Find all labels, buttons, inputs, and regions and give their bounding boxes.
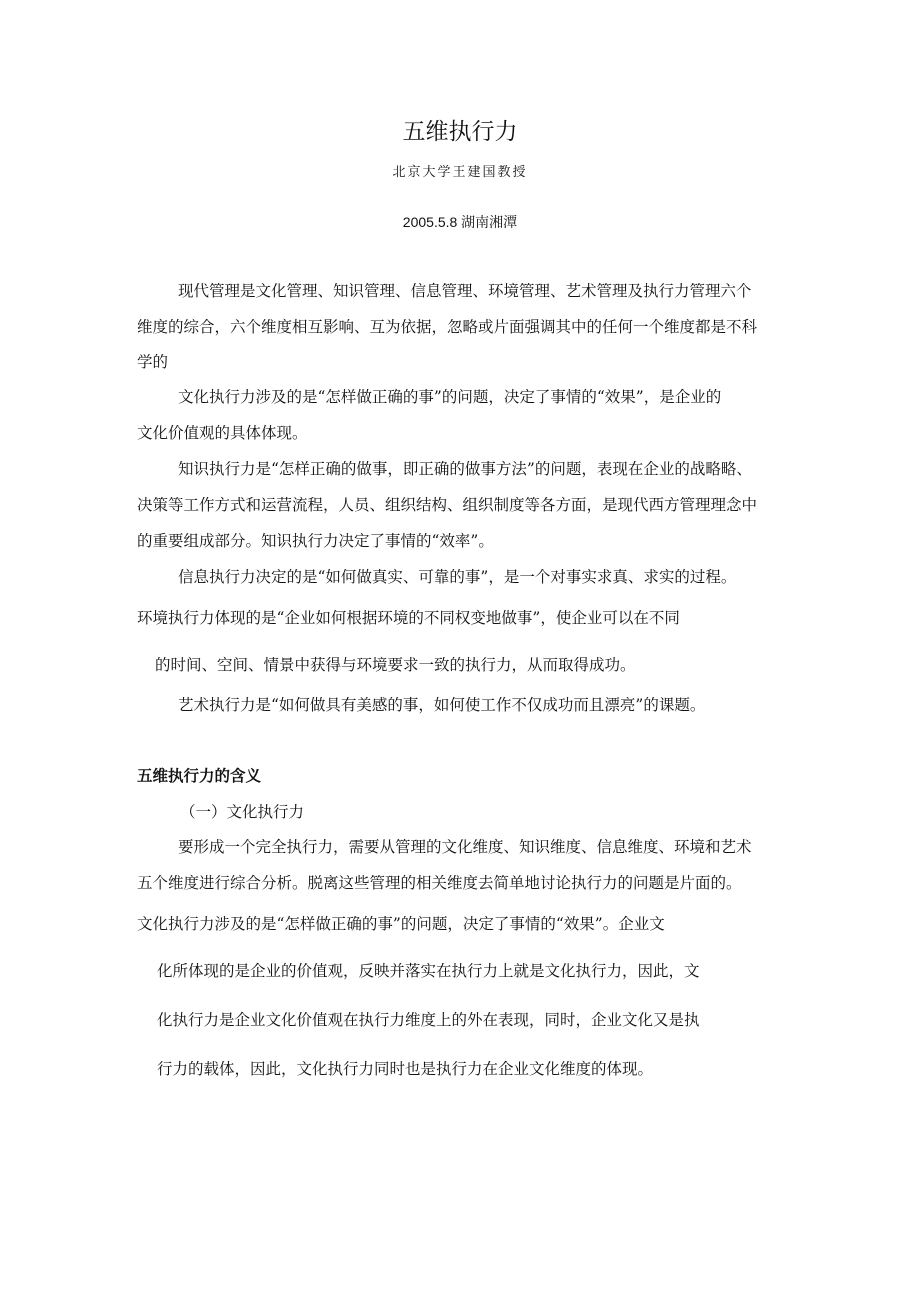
section-p2-line-4: 行力的载体，因此，文化执行力同时也是执行力在企业文化维度的体现。 [157,1060,654,1078]
section-subheading: （一）文化执行力 [180,803,305,821]
section-p2-line-1: 文化执行力涉及的是“怎样做正确的事”的问题，决定了事情的“效果”。企业文 [137,915,665,933]
section-heading: 五维执行力的含义 [137,767,262,785]
intro-p1-line-2: 维度的综合，六个维度相互影响、互为依据，忽略或片面强调其中的任何一个维度都是不科 [137,318,758,336]
section-p1-line-2: 五个维度进行综合分析。脱离这些管理的相关维度去简单地讨论执行力的问题是片面的。 [137,874,742,892]
intro-p2-line-2: 文化价值观的具体体现。 [137,424,308,442]
intro-p3-line-1: 知识执行力是“怎样正确的做事，即正确的做事方法”的问题，表现在企业的战略略、 [178,460,752,478]
intro-p2-line-1: 文化执行力涉及的是“怎样做正确的事”的问题，决定了事情的“效果”，是企业的 [178,388,722,406]
section-p2-line-3: 化执行力是企业文化价值观在执行力维度上的外在表现，同时，企业文化又是执 [157,1011,700,1029]
section-p1-line-1: 要形成一个完全执行力，需要从管理的文化维度、知识维度、信息维度、环境和艺术 [178,838,752,856]
intro-p4-line-1: 信息执行力决定的是“如何做真实、可靠的事”，是一个对事实求真、求实的过程。 [178,568,737,586]
intro-p3-line-3: 的重要组成部分。知识执行力决定了事情的“效率”。 [137,532,494,550]
author-line: 北京大学王建国教授 [392,165,528,180]
intro-p1-line-3: 学的 [137,353,169,371]
section-p2-line-2: 化所体现的是企业的价值观，反映并落实在执行力上就是文化执行力，因此，文 [157,962,700,980]
date-location: 2005.5.8 湖南湘潭 [402,214,518,230]
document-title: 五维执行力 [402,119,518,145]
intro-p3-line-2: 决策等工作方式和运营流程，人员、组织结构、组织制度等各方面，是现代西方管理理念中 [137,496,758,514]
intro-p5-line-1: 环境执行力体现的是“企业如何根据环境的不同权变地做事”，使企业可以在不同 [137,609,680,627]
intro-p6-line-1: 艺术执行力是“如何做具有美感的事，如何使工作不仅成功而且漂亮”的课题。 [178,696,706,714]
intro-p1-line-1: 现代管理是文化管理、知识管理、信息管理、环境管理、艺术管理及执行力管理六个 [178,282,752,300]
intro-p5-line-2: 的时间、空间、情景中获得与环境要求一致的执行力，从而取得成功。 [155,656,636,674]
